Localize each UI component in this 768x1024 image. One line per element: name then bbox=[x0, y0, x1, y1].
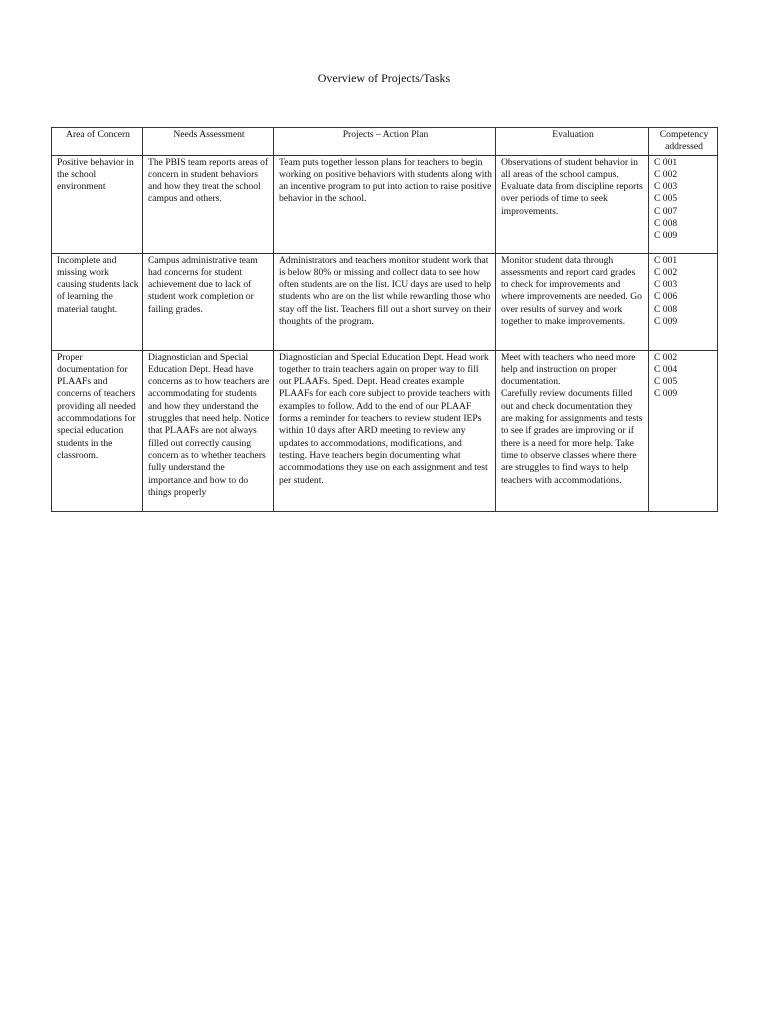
table-row bbox=[52, 155, 718, 253]
cell-evaluation: Monitor student data through assessments and report card grades to check for improvements and where improvements are needed. Go over results of survey and work together to make improvements. bbox=[496, 253, 649, 350]
header-projects-action-plan: Projects – Action Plan bbox=[274, 128, 496, 156]
competency-code: C 001 bbox=[654, 254, 678, 266]
competency-code: C 001 bbox=[654, 156, 678, 168]
competency-code: C 003 bbox=[654, 279, 678, 291]
competency-code: C 009 bbox=[654, 316, 678, 328]
header-evaluation: Evaluation bbox=[496, 128, 649, 156]
cell-competency bbox=[649, 350, 718, 511]
table-row bbox=[52, 253, 718, 350]
competency-code: C 009 bbox=[654, 388, 678, 400]
competency-code: C 005 bbox=[654, 376, 678, 388]
cell-needs: Diagnostician and Special Education Dept. Head have concerns as to how teachers are accommodating for students and how they understand the struggles that need help. Notice that PLAAFs are not always filled out correctly causing concern as to whether teachers fully understand the importance and how to do things properly bbox=[143, 350, 274, 511]
projects-table bbox=[51, 127, 718, 512]
header-competency: Competency addressed bbox=[649, 128, 718, 156]
cell-competency bbox=[649, 253, 718, 350]
competency-code: C 002 bbox=[654, 266, 678, 278]
table-row bbox=[52, 350, 718, 511]
competency-code: C 006 bbox=[654, 291, 678, 303]
cell-evaluation: Observations of student behavior in all areas of the school campus. Evaluate data from discipline reports over periods of time to seek improvements. bbox=[496, 155, 649, 253]
competency-code: C 004 bbox=[654, 363, 678, 375]
cell-competency bbox=[649, 155, 718, 253]
page-title: Overview of Projects/Tasks bbox=[317, 71, 451, 85]
competency-code: C 002 bbox=[654, 168, 678, 180]
cell-projects: Diagnostician and Special Education Dept. Head work together to train teachers again on proper way to fill out PLAAFs. Sped. Dept. Head creates example PLAAFs for each core subject to provide teachers with examples to follow. Add to the end of our PLAAF forms a reminder for teachers to review student IEPs within 10 days after ARD meeting to review any updates to accommodations, modifications, and testing. Have teachers begin documenting what accommodations they use on each assignment and test per student. bbox=[274, 350, 496, 511]
competency-code: C 002 bbox=[654, 351, 678, 363]
cell-projects: Administrators and teachers monitor student work that is below 80% or missing and collect data to see how often students are on the list. ICU days are used to help students who are on the list while rewarding those who stay off the list. Teachers fill out a short survey on their thoughts of the program. bbox=[274, 253, 496, 350]
cell-needs: Campus administrative team had concerns for student achievement due to lack of student work completion or failing grades. bbox=[143, 253, 274, 350]
competency-code: C 008 bbox=[654, 303, 678, 315]
header-needs-assessment: Needs Assessment bbox=[143, 128, 274, 156]
cell-evaluation bbox=[496, 350, 649, 511]
competency-code: C 007 bbox=[654, 205, 678, 217]
competency-code: C 009 bbox=[654, 230, 678, 242]
cell-needs: The PBIS team reports areas of concern in student behaviors and how they treat the school campus and others. bbox=[143, 155, 274, 253]
competency-code: C 005 bbox=[654, 193, 678, 205]
evaluation-paragraph: Meet with teachers who need more help and instruction on proper documentation. bbox=[501, 351, 636, 388]
evaluation-paragraph: Carefully review documents filled out and check documentation they are making for assignments and tests to see if grades are improving or if there is a need for more help. Take time to observe classes where there are struggles to find ways to help teachers with accommodations. bbox=[501, 388, 643, 486]
table-header-row bbox=[52, 128, 718, 156]
cell-area: Proper documentation for PLAAFs and concerns of teachers providing all needed accommodations for special education students in the classroom. bbox=[52, 350, 143, 511]
cell-area: Positive behavior in the school environment bbox=[52, 155, 143, 253]
cell-projects: Team puts together lesson plans for teachers to begin working on positive behaviors with students along with an incentive program to put into action to raise positive behavior in the school. bbox=[274, 155, 496, 253]
competency-code: C 008 bbox=[654, 218, 678, 230]
header-area-of-concern: Area of Concern bbox=[52, 128, 143, 156]
competency-code: C 003 bbox=[654, 181, 678, 193]
cell-area: Incomplete and missing work causing students lack of learning the material taught. bbox=[52, 253, 143, 350]
